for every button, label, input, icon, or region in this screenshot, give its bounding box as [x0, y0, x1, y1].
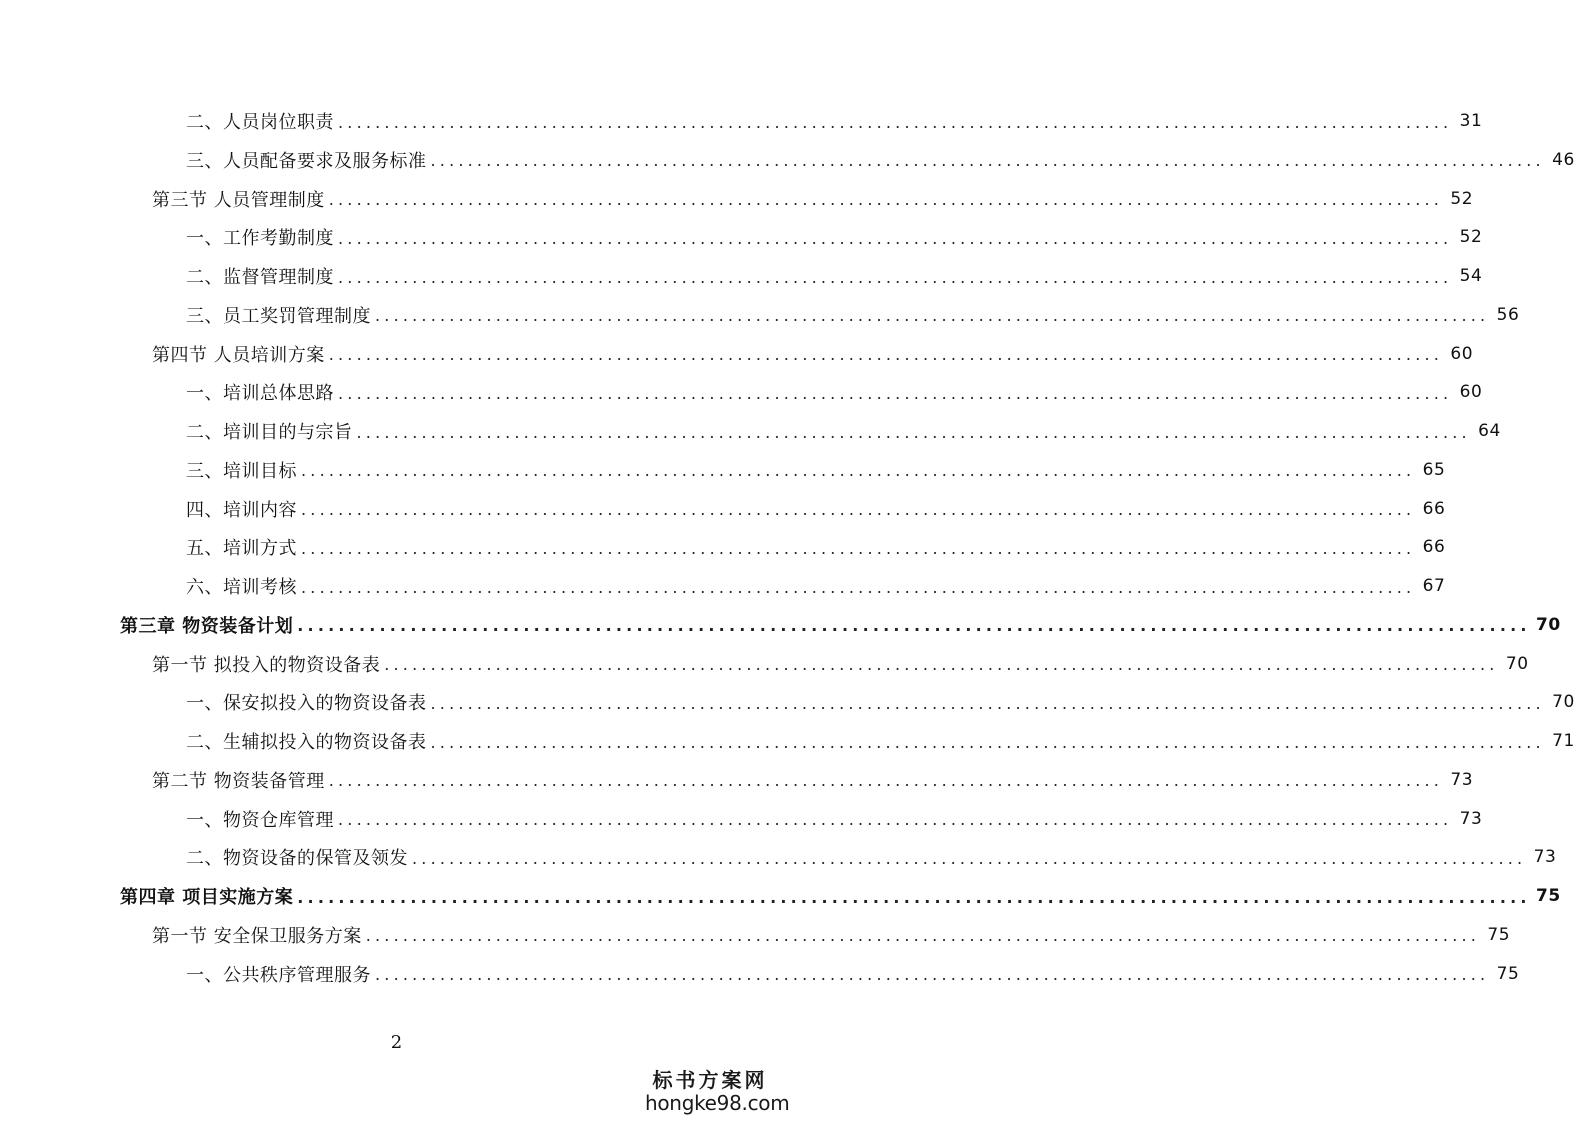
toc-entry	[186, 455, 1446, 485]
toc-leader-dots: ........................................................................................................................	[301, 461, 1416, 481]
toc-entry-page: 52	[1450, 188, 1474, 209]
toc-entry-title: 一、培训总体思路	[186, 383, 334, 405]
toc-entry	[186, 377, 1483, 407]
toc-entry-page: 70	[1505, 653, 1529, 674]
toc-entry-title: 第一节 拟投入的物资设备表	[152, 654, 381, 676]
toc-entry	[186, 106, 1483, 136]
toc-entry	[186, 804, 1483, 834]
toc-entry-title: 五、培训方式	[186, 538, 297, 560]
toc-entry-page: 75	[1487, 924, 1511, 945]
toc-leader-dots: ........................................................................................................................	[375, 965, 1490, 984]
toc-leader-dots: ........................................................................................................................	[301, 500, 1416, 519]
toc-entry-page: 73	[1450, 769, 1474, 790]
toc-entry-title: 二、生辅拟投入的物资设备表	[186, 732, 427, 753]
toc-entry-page: 75	[1535, 886, 1561, 906]
toc-entry-page: 56	[1496, 304, 1520, 325]
toc-entry-page: 31	[1459, 111, 1483, 131]
toc-entry	[120, 881, 1561, 911]
toc-leader-dots: ........................................................................................................................	[328, 190, 1444, 209]
toc-entry-title: 六、培训考核	[186, 577, 297, 598]
toc-entry-title: 二、培训目的与宗旨	[186, 422, 353, 443]
toc-entry-title: 三、员工奖罚管理制度	[186, 305, 371, 327]
toc-entry-page: 75	[1496, 963, 1520, 984]
toc-entry-page: 71	[1552, 731, 1575, 751]
toc-entry	[152, 765, 1474, 795]
toc-entry-title: 三、人员配备要求及服务标准	[186, 150, 427, 172]
toc-leader-dots: ........................................................................................................................	[430, 151, 1545, 171]
toc-leader-dots: ........................................................................................................................	[375, 306, 1490, 326]
toc-entry-page: 52	[1459, 227, 1483, 248]
watermark	[645, 1068, 790, 1115]
toc-entry-page: 46	[1552, 149, 1575, 170]
toc-entry-page: 65	[1422, 459, 1446, 480]
toc-entry	[186, 222, 1483, 252]
toc-leader-dots: ........................................................................................................................	[430, 693, 1545, 713]
watermark-name: 标书方案网	[652, 1068, 768, 1092]
toc-leader-dots: ........................................................................................................................	[384, 655, 1499, 674]
toc-leader-dots: ........................................................................................................................	[328, 771, 1444, 791]
toc-leader-dots: ........................................................................................................................	[430, 732, 1545, 752]
toc-entry-title: 第三节 人员管理制度	[152, 189, 325, 211]
toc-leader-dots: ........................................................................................................................	[365, 926, 1481, 946]
toc-leader-dots: ........................................................................................................................	[338, 228, 1453, 248]
toc-entry	[186, 145, 1575, 175]
toc-entry	[152, 649, 1529, 679]
page-number: 2	[390, 1032, 403, 1053]
toc-entry	[186, 842, 1557, 872]
toc-entry	[120, 610, 1561, 640]
toc-entry-title: 二、人员岗位职责	[186, 112, 334, 133]
toc-entry	[186, 261, 1483, 291]
toc-entry-page: 73	[1533, 847, 1557, 868]
watermark-url: hongke98.com	[645, 1091, 790, 1115]
toc-entry	[152, 184, 1474, 214]
toc-entry-page: 64	[1478, 421, 1501, 441]
toc-entry	[186, 726, 1575, 756]
toc-entry-title: 二、监督管理制度	[186, 267, 334, 288]
toc-entry-page: 70	[1552, 692, 1575, 713]
toc-leader-dots: ........................................................................................................................	[328, 345, 1444, 364]
toc-entry	[152, 920, 1511, 950]
toc-entry	[186, 416, 1501, 446]
toc-entry	[186, 532, 1446, 562]
toc-entry-title: 第四章 项目实施方案	[120, 887, 294, 908]
toc-entry-page: 54	[1459, 266, 1483, 286]
toc-leader-dots: ........................................................................................................................	[297, 616, 1531, 636]
toc-entry-page: 66	[1422, 537, 1446, 558]
toc-entry-title: 一、物资仓库管理	[186, 809, 334, 831]
toc-entry-title: 第一节 安全保卫服务方案	[152, 925, 362, 947]
toc-entry-page: 67	[1422, 576, 1446, 596]
toc-leader-dots: ........................................................................................................................	[338, 810, 1453, 829]
toc-entry	[186, 959, 1520, 989]
toc-entry	[152, 339, 1474, 369]
toc-entry-title: 第三章 物资装备计划	[120, 615, 294, 637]
toc-entry-page: 60	[1459, 382, 1483, 403]
toc-leader-dots: ........................................................................................................................	[412, 848, 1527, 868]
toc-entry	[186, 571, 1446, 601]
toc-entry-title: 第四节 人员培训方案	[152, 344, 325, 366]
toc-leader-dots: ........................................................................................................................	[356, 422, 1471, 442]
toc-leader-dots: ........................................................................................................................	[301, 538, 1416, 558]
toc-entry-title: 四、培训内容	[186, 499, 297, 521]
toc-entry-page: 70	[1535, 614, 1561, 635]
toc-entry-title: 一、工作考勤制度	[186, 228, 334, 250]
toc-leader-dots: ........................................................................................................................	[301, 577, 1416, 597]
toc-entry-page: 73	[1459, 808, 1483, 829]
toc-entry-title: 一、保安拟投入的物资设备表	[186, 693, 427, 715]
toc-entry-title: 第二节 物资装备管理	[152, 770, 325, 792]
toc-leader-dots: ........................................................................................................................	[297, 887, 1531, 907]
toc-entry	[186, 300, 1520, 330]
toc-entry	[186, 687, 1575, 717]
toc-leader-dots: ........................................................................................................................	[338, 267, 1453, 287]
toc-entry-page: 66	[1422, 498, 1446, 519]
toc-entry-title: 二、物资设备的保管及领发	[186, 848, 408, 870]
toc-entry	[186, 494, 1446, 524]
toc-leader-dots: ........................................................................................................................	[338, 112, 1453, 132]
toc-entry-title: 一、公共秩序管理服务	[186, 964, 371, 986]
toc-leader-dots: ........................................................................................................................	[338, 383, 1453, 403]
toc-entry-page: 60	[1450, 343, 1474, 364]
toc-entry-title: 三、培训目标	[186, 460, 297, 482]
